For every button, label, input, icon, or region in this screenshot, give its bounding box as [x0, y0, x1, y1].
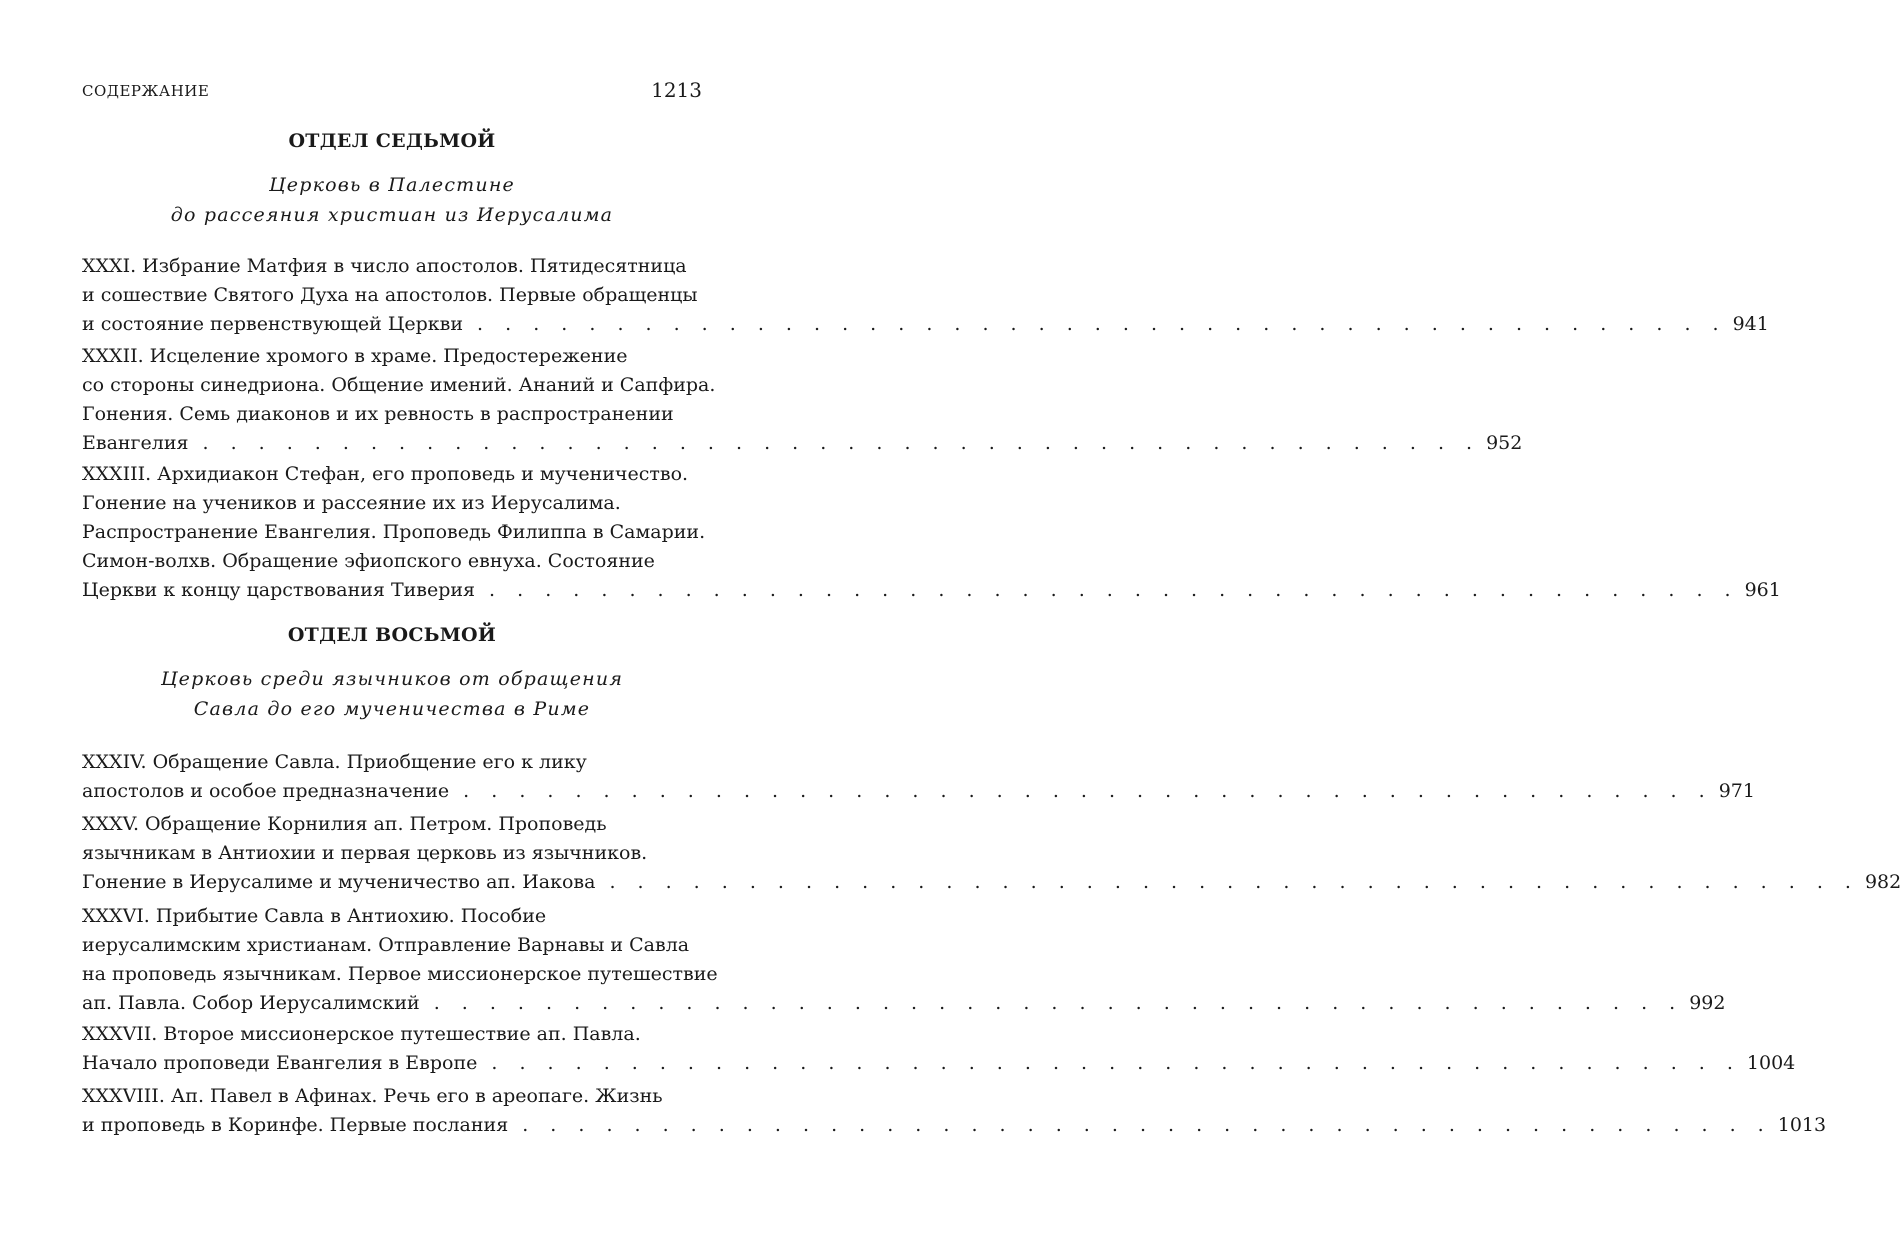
- entry-last-line: [82, 576, 1781, 605]
- entry-last-line: [82, 310, 1769, 339]
- toc-entry-xxxv[interactable]: [82, 810, 1901, 897]
- entry-last-line: [82, 429, 1523, 458]
- entry-line: Начало проповеди Евангелия в Европе: [82, 1052, 478, 1074]
- entry-line: на проповедь язычникам. Первое миссионерское путешествие: [82, 963, 718, 985]
- dot-leader: . . . . . . . . . . . . . . . . . . . . . . . . . . . . . . . . . . . . . . . . . . . . .: [477, 313, 1727, 335]
- entry-line: Гонение в Иерусалиме и мученичество ап. Иакова: [82, 871, 596, 893]
- subtitle-line: до рассеяния христиан из Иерусалима: [170, 204, 614, 226]
- page-number: 1213: [651, 78, 702, 102]
- toc-entry-xxxiii[interactable]: [82, 460, 1781, 605]
- section-heading-8: ОТДЕЛ ВОСЬМОЙ: [287, 624, 497, 646]
- entry-line: XXXVI. Прибытие Савла в Антиохию. Пособие: [82, 905, 547, 927]
- entry-line: апостолов и особое предназначение: [82, 780, 450, 802]
- entry-page-number: 941: [1732, 313, 1769, 335]
- entry-line: иерусалимским христианам. Отправление Варнавы и Савла: [82, 934, 690, 956]
- dot-leader: . . . . . . . . . . . . . . . . . . . . . . . . . . . . . . . . . . . . . . . . . . . . . .: [202, 432, 1481, 454]
- section-subtitle-7: [82, 170, 702, 230]
- entry-line: и состояние первенствующей Церкви: [82, 313, 464, 335]
- entry-line: XXXVIII. Ап. Павел в Афинах. Речь его в ареопаге. Жизнь: [82, 1085, 663, 1107]
- toc-entry-xxxiv[interactable]: [82, 748, 1755, 806]
- dot-leader: . . . . . . . . . . . . . . . . . . . . . . . . . . . . . . . . . . . . . . . . . . . . .: [433, 992, 1684, 1014]
- entry-page-number: 982: [1864, 871, 1901, 893]
- toc-entry-xxxviii[interactable]: [82, 1082, 1827, 1140]
- entry-last-line: [82, 989, 1726, 1018]
- entry-page-number: 971: [1718, 780, 1755, 802]
- toc-entry-xxxi[interactable]: [82, 252, 1769, 339]
- entry-line: Гонения. Семь диаконов и их ревность в распространении: [82, 403, 674, 425]
- entry-page-number: 1013: [1777, 1114, 1827, 1136]
- entry-line: XXXV. Обращение Корнилия ап. Петром. Проповедь: [82, 813, 607, 835]
- toc-entry-xxxii[interactable]: [82, 342, 1523, 458]
- section-heading-7: ОТДЕЛ СЕДЬМОЙ: [288, 130, 496, 152]
- entry-page-number: 961: [1744, 579, 1781, 601]
- entry-line: Гонение на учеников и рассеяние их из Иерусалима.: [82, 492, 621, 514]
- entry-line: Симон-волхв. Обращение эфиопского евнуха. Состояние: [82, 550, 655, 572]
- running-title: СОДЕРЖАНИЕ: [82, 82, 210, 100]
- subtitle-line: Церковь в Палестине: [269, 174, 515, 196]
- entry-last-line: [82, 868, 1901, 897]
- entry-page-number: 952: [1486, 432, 1523, 454]
- running-head: [82, 78, 702, 106]
- subtitle-line: Савла до его мученичества в Риме: [193, 698, 591, 720]
- entry-line: XXXII. Исцеление хромого в храме. Предостережение: [82, 345, 628, 367]
- entry-page-number: 992: [1689, 992, 1726, 1014]
- toc-entry-xxxvi[interactable]: [82, 902, 1726, 1018]
- dot-leader: . . . . . . . . . . . . . . . . . . . . . . . . . . . . . . . . . . . . . . . . . . . . .: [489, 579, 1739, 601]
- toc-page: [82, 0, 1901, 1252]
- entry-last-line: [82, 1111, 1827, 1140]
- entry-line: Церкви к концу царствования Тиверия: [82, 579, 476, 601]
- entry-line: XXXVII. Второе миссионерское путешествие ап. Павла.: [82, 1023, 641, 1045]
- entry-line: язычникам в Антиохии и первая церковь из язычников.: [82, 842, 648, 864]
- entry-line: XXXIV. Обращение Савла. Приобщение его к лику: [82, 751, 587, 773]
- entry-line: Распространение Евангелия. Проповедь Филиппа в Самарии.: [82, 521, 706, 543]
- section-subtitle-8: [82, 664, 702, 724]
- toc-entry-xxxvii[interactable]: [82, 1020, 1796, 1078]
- entry-last-line: [82, 1049, 1796, 1078]
- entry-last-line: [82, 777, 1755, 806]
- dot-leader: . . . . . . . . . . . . . . . . . . . . . . . . . . . . . . . . . . . . . . . . . . . . .: [609, 871, 1859, 893]
- entry-line: XXXI. Избрание Матфия в число апостолов. Пятидесятница: [82, 255, 687, 277]
- entry-line: и проповедь в Коринфе. Первые послания: [82, 1114, 509, 1136]
- entry-page-number: 1004: [1746, 1052, 1796, 1074]
- entry-line: XXXIII. Архидиакон Стефан, его проповедь и мученичество.: [82, 463, 689, 485]
- entry-line: со стороны синедриона. Общение имений. Ананий и Сапфира.: [82, 374, 716, 396]
- dot-leader: . . . . . . . . . . . . . . . . . . . . . . . . . . . . . . . . . . . . . . . . . . . . .: [522, 1114, 1772, 1136]
- subtitle-line: Церковь среди язычников от обращения: [160, 668, 624, 690]
- entry-line: Евангелия: [82, 432, 189, 454]
- dot-leader: . . . . . . . . . . . . . . . . . . . . . . . . . . . . . . . . . . . . . . . . . . . . .: [463, 780, 1713, 802]
- entry-line: ап. Павла. Собор Иерусалимский: [82, 992, 420, 1014]
- dot-leader: . . . . . . . . . . . . . . . . . . . . . . . . . . . . . . . . . . . . . . . . . . . . .: [491, 1052, 1741, 1074]
- entry-line: и сошествие Святого Духа на апостолов. Первые обращенцы: [82, 284, 698, 306]
